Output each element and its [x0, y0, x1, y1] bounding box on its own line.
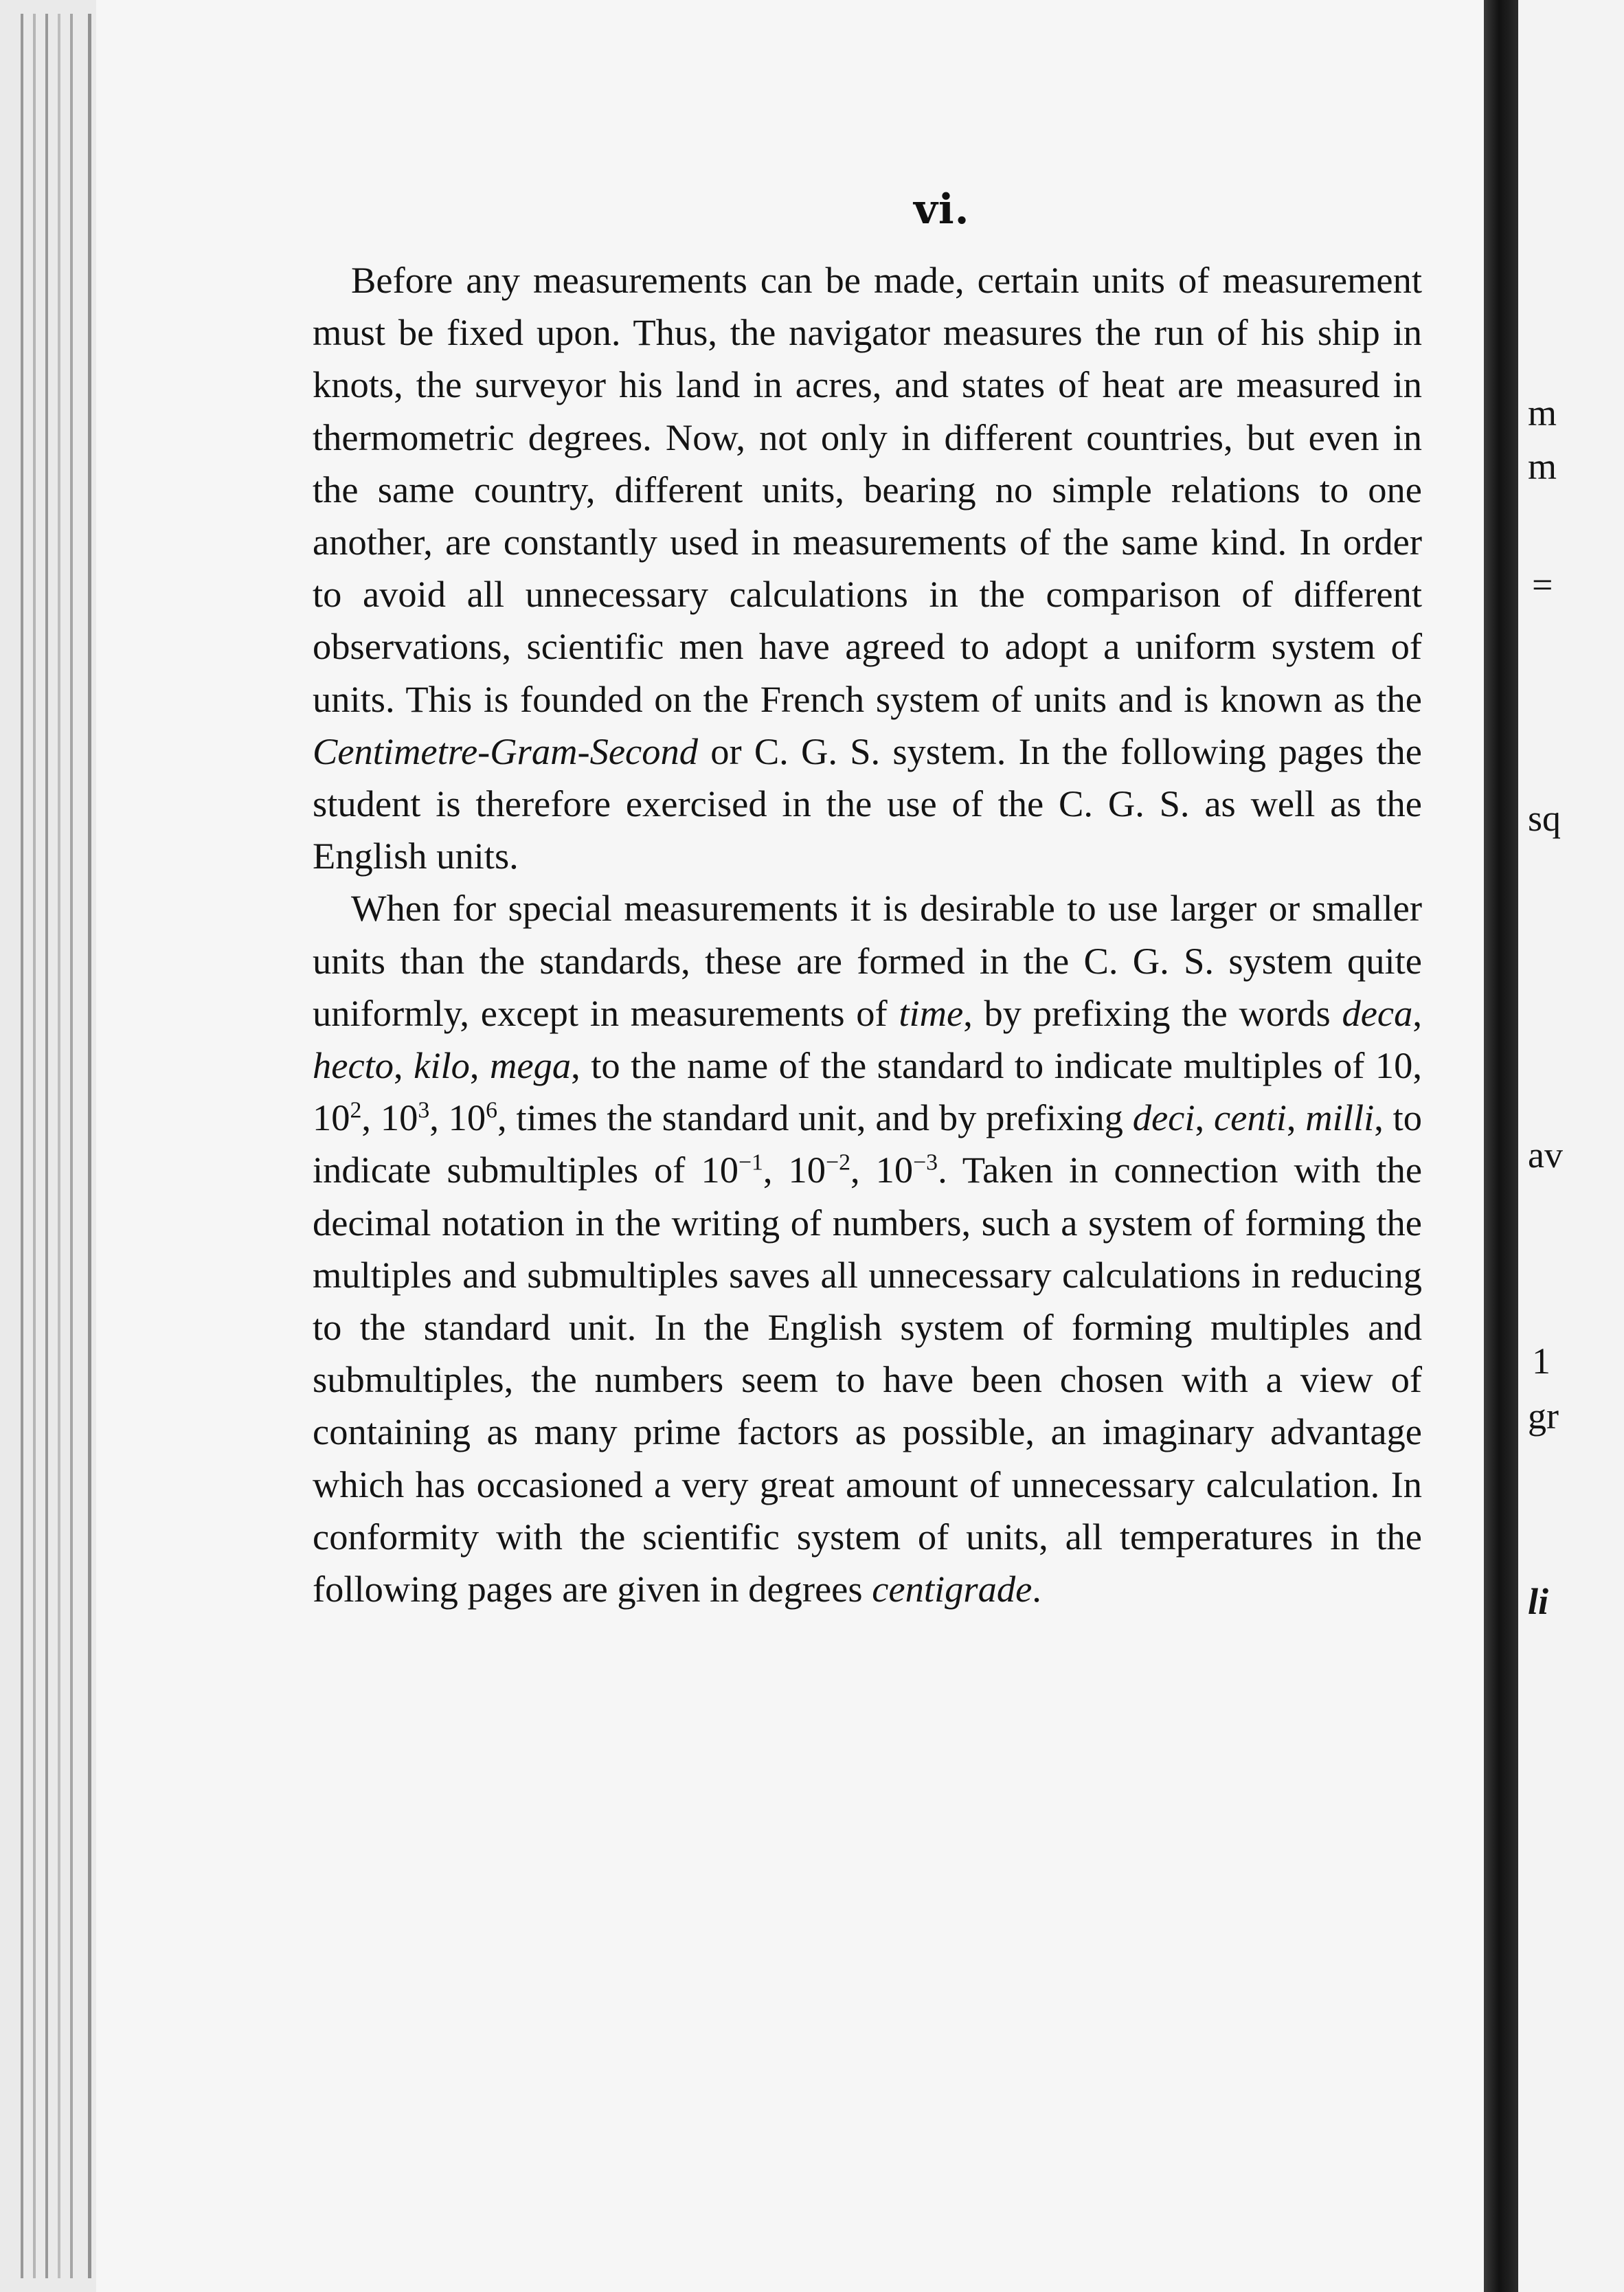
facing-page-fragment: =	[1532, 564, 1553, 605]
paragraph-text: , 10	[763, 1149, 826, 1191]
facing-page-fragment: li	[1528, 1581, 1549, 1622]
italic-term: deci	[1132, 1097, 1195, 1139]
facing-page-fragment: m	[1528, 392, 1557, 434]
paragraph-text: , 10	[429, 1097, 486, 1139]
italic-term: kilo	[414, 1044, 470, 1087]
page-gutter	[1484, 0, 1518, 2292]
exponent: −3	[913, 1149, 938, 1176]
facing-page-fragment: m	[1528, 446, 1557, 487]
italic-term: centi	[1213, 1097, 1287, 1139]
page-edge-line	[45, 14, 48, 2278]
paragraph-text: , to the name of the standard to indicate multiples of 10, 10	[313, 1044, 1423, 1139]
exponent: 3	[418, 1097, 430, 1123]
italic-term: Centimetre-Gram-Second	[313, 730, 698, 772]
paragraph-text: , by prefixing the words	[963, 991, 1342, 1034]
italic-term: time	[899, 991, 964, 1034]
paragraph-text: When for special measurements it is desirable to use larger or smaller units than the standards, these are formed in the C. G. S. system quite uniformly, except in measurements of	[313, 887, 1422, 1034]
italic-term: milli	[1305, 1097, 1375, 1139]
page-number: vi.	[914, 186, 970, 234]
exponent: −2	[826, 1149, 850, 1176]
paragraph-text: .	[1032, 1568, 1041, 1610]
paragraph-multiples	[313, 882, 1422, 1615]
facing-page-fragment: sq	[1528, 798, 1561, 839]
page-edge-line	[33, 14, 36, 2278]
paragraph-text: Before any measurements can be made, certain units of measurement must be fixed upon. Thus, the navigator measures the run of his ship in knots, the surveyor his land in acres, and states of heat are measured in thermometric degrees. Now, not only in different countries, but even in the same country, different units, bearing no simple relations to one another, are constantly used in measurements of the same kind. In order to avoid all unnecessary calculations in the comparison of different observations, scientific men have agreed to adopt a uniform system of units. This is founded on the French system of units and is known as the	[313, 259, 1422, 720]
page-edge-line	[58, 14, 60, 2278]
exponent: 6	[486, 1097, 498, 1123]
paragraph-text: ,	[394, 1044, 414, 1087]
paragraph-text: , 10	[850, 1149, 914, 1191]
paragraph-units	[313, 254, 1422, 882]
paragraph-text: ,	[1412, 991, 1422, 1034]
facing-page-fragment: av	[1528, 1134, 1563, 1176]
exponent: 2	[350, 1097, 362, 1123]
paragraph-text: ,	[1195, 1097, 1214, 1139]
paragraph-text: . Taken in connection with the decimal notation in the writing of numbers, such a system of forming the multiples and submultiples saves all unnecessary calculations in reducing to the standard unit. In the English system of forming multiples and submultiples, the numbers seem to have been chosen with a view of containing as many prime factors as possible, an imaginary advantage which has occasioned a very great amount of unnecessary calculation. In conformity with the scientific system of units, all temperatures in the following pages are given in degrees	[313, 1149, 1423, 1610]
page-edge-line	[70, 14, 73, 2278]
facing-page-fragment: gr	[1528, 1395, 1559, 1437]
facing-page	[1518, 0, 1624, 2292]
page-edge-line	[88, 14, 91, 2278]
exponent: −1	[738, 1149, 763, 1176]
italic-term: deca	[1342, 991, 1413, 1034]
paragraph-text: , to indicate submultiples of 10	[313, 1097, 1423, 1191]
italic-term: centigrade	[872, 1568, 1033, 1610]
italic-term: hecto	[313, 1044, 394, 1087]
paragraph-text: , times the standard unit, and by prefixing	[497, 1097, 1133, 1139]
paragraph-text: ,	[469, 1044, 490, 1087]
page-body	[313, 254, 1422, 1615]
facing-page-fragment: 1	[1532, 1340, 1550, 1382]
italic-term: mega	[490, 1044, 572, 1087]
page-edge-line	[21, 14, 23, 2278]
paragraph-text: or C. G. S. system. In the following pages the student is therefore exercised in the use of the C. G. S. as well as the English units.	[313, 730, 1422, 877]
paragraph-text: ,	[1286, 1097, 1306, 1139]
paragraph-text: , 10	[361, 1097, 418, 1139]
